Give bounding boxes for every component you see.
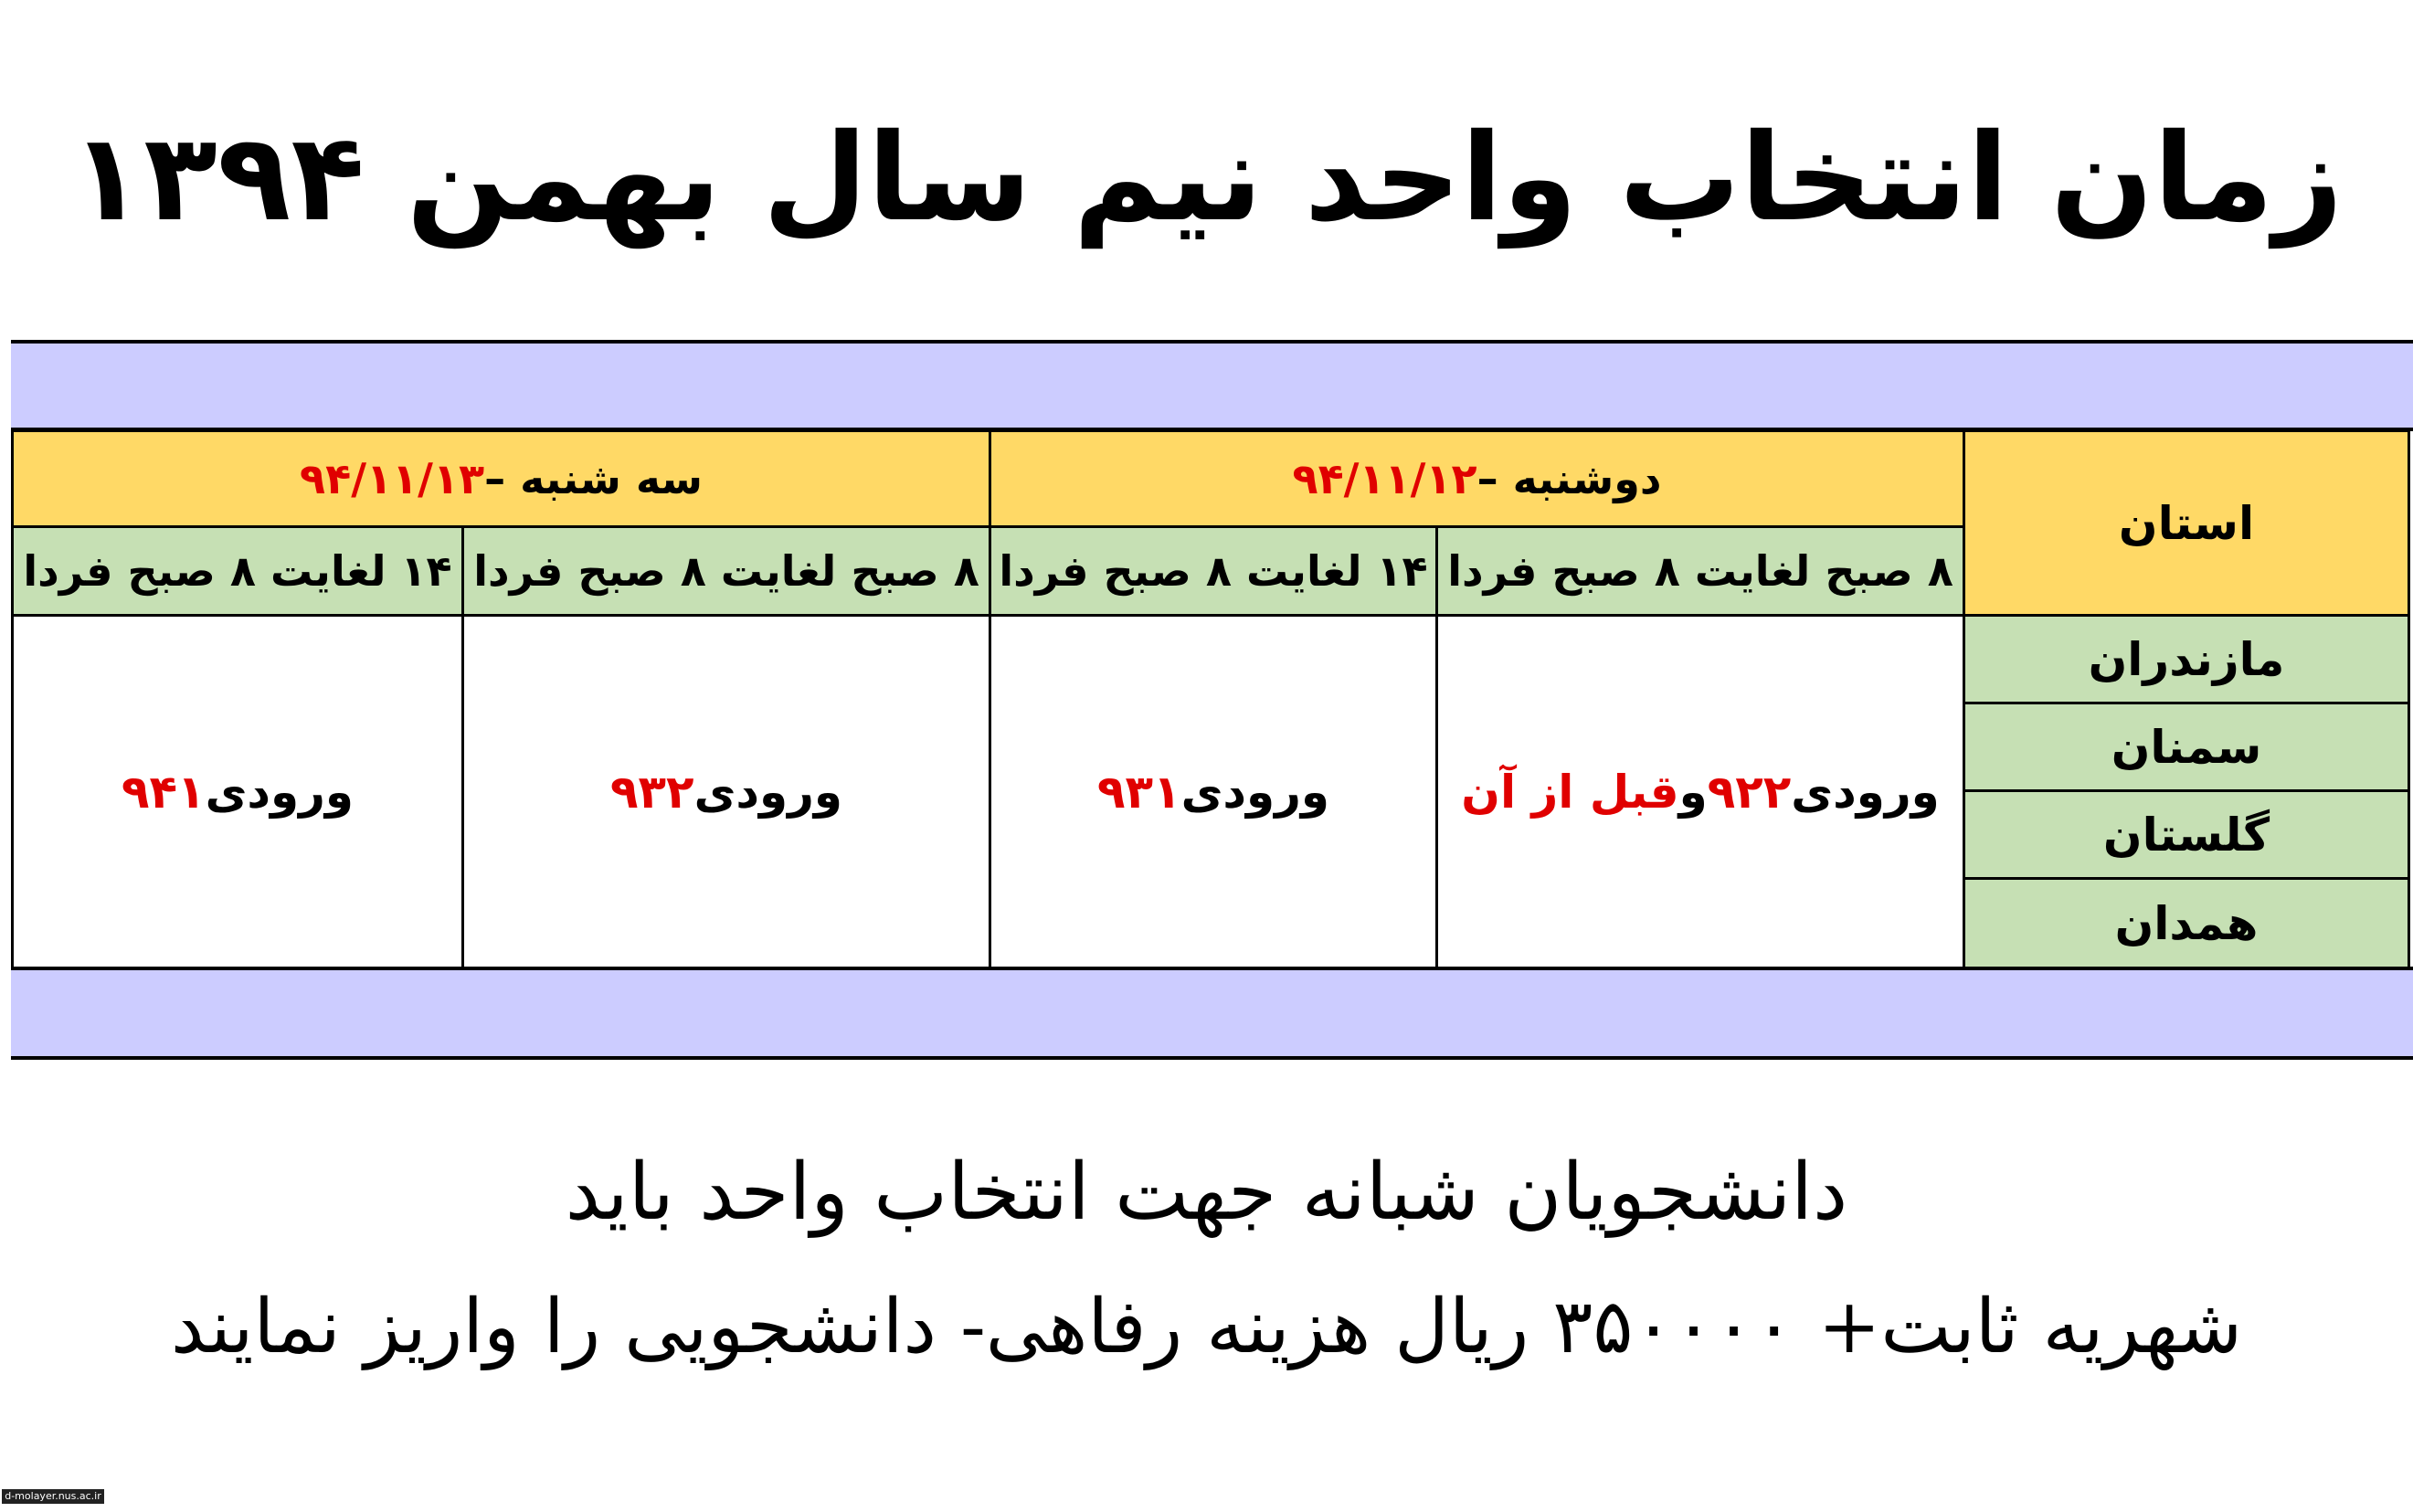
entry-number: ۹۳۲ [610,765,694,819]
page-title: زمان انتخاب واحد نیم سال بهمن ۱۳۹۴ [69,108,2344,248]
province-row: همدان [1963,877,2410,969]
entry-suffix: قبل از آن [1461,765,1679,819]
day-date: ۹۴/۱۱/۱۳ [300,454,485,503]
entry-cell: ورودی ۹۴۱ [11,614,464,969]
entry-cell: ورودی ۹۲۲ و قبل از آن [1435,614,1965,969]
day-weekday: سه شنبه – [484,454,703,503]
province-row: مازندران [1963,614,2410,704]
day-header-tuesday [11,429,991,528]
note-line-1: دانشجویان شبانه جهت انتخاب واحد باید [565,1147,1848,1238]
province-header: استان [1963,429,2410,617]
table-top-band [11,340,2413,431]
day-weekday: دوشنبه – [1476,454,1662,503]
slot-header: ۸ صبح لغایت ۸ صبح فردا [1435,525,1965,617]
entry-number: ۹۴۱ [122,765,206,819]
slot-header: ۱۴ لغایت ۸ صبح فردا [11,525,464,617]
province-row: گلستان [1963,789,2410,880]
entry-number: ۹۳۱ [1097,765,1181,819]
province-row: سمنان [1963,702,2410,792]
table-bottom-band [11,967,2413,1060]
day-header-monday [989,429,1965,528]
entry-cell: ورودی ۹۳۱ [989,614,1438,969]
entry-number: ۹۲۲ [1707,765,1792,819]
entry-cell: ورودی ۹۳۲ [461,614,991,969]
slot-header: ۱۴ لغایت ۸ صبح فردا [989,525,1438,617]
note-line-2: شهریه ثابت+ ۳۵۰۰۰۰ ریال هزینه رفاهی- دانشجویی را واریز نمایند [170,1284,2243,1370]
watermark-logo: d-molayer.nus.ac.ir [2,1489,104,1504]
slot-header: ۸ صبح لغایت ۸ صبح فردا [461,525,991,617]
day-date: ۹۴/۱۱/۱۲ [1292,454,1477,503]
